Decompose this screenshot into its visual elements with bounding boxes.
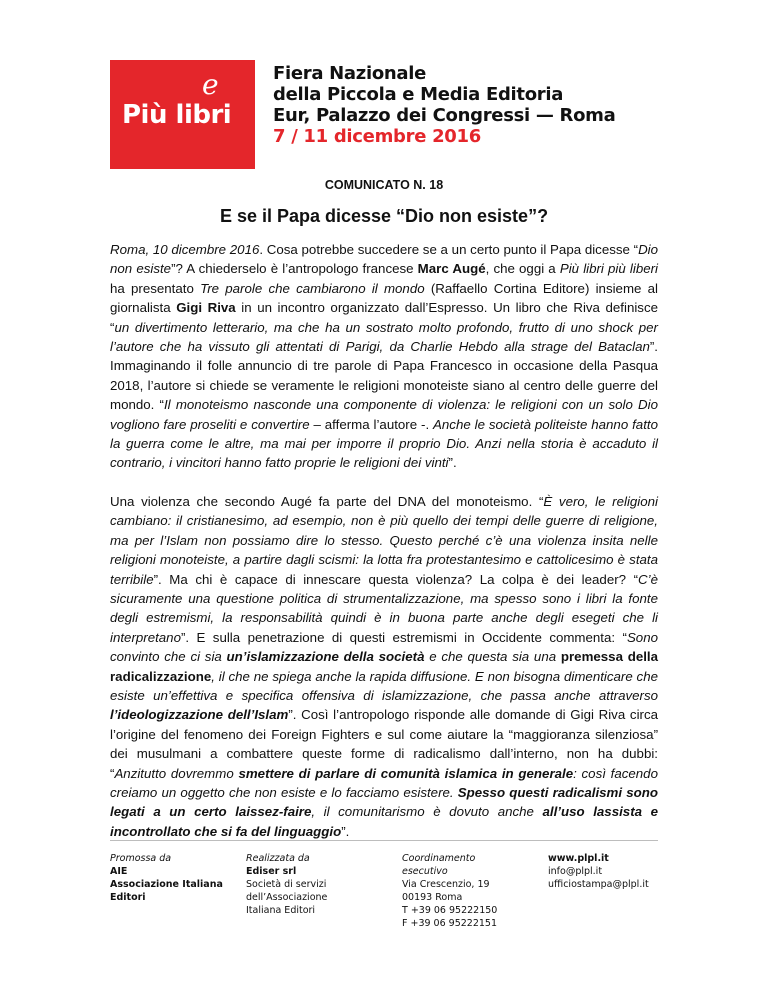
footer-address: Via Crescenzio, 19: [402, 879, 490, 890]
text: ha presentato: [110, 280, 201, 296]
footer-press-email-link[interactable]: ufficiostampa@plpl.it: [548, 879, 649, 890]
quote: , il comunitarismo è dovuto anche: [311, 804, 543, 820]
quote: Anche le società politeiste hanno fatto la guerra come le altre, ma mai per imporre il proprio Dio. Anzi nella storia è accaduto il contrario, i vincitori hanno fatto proprie le religioni dei vinti: [110, 416, 658, 471]
dateline: Roma, 10 dicembre 2016: [110, 242, 260, 257]
footer-line: dell’Associazione: [246, 892, 328, 903]
quote: È vero, le religioni cambiano: il cristianesimo, ad esempio, non è più quello dei tempi delle guerre di religione, ma per l’Islam non possiamo dire lo stesso. Questo perché c’è una violenza insita nelle religioni monoteiste, a partire dagli scismi: la lotta fra protestantesimo e cattolicesimo è stata terribile: [110, 493, 658, 587]
footer-label: esecutivo: [402, 866, 448, 877]
footer-promoter: [110, 852, 223, 904]
quote: e che questa sia una: [424, 649, 561, 665]
quote-emphasis: all’uso lassista e incontrollato che si fa del linguaggio: [110, 804, 658, 839]
quote-emphasis: smettere di parlare di comunità islamica in generale: [238, 765, 574, 781]
piu-libri-logo: [110, 60, 255, 169]
quote: Il monoteismo nasconde una componente di violenza: le religioni con un solo Dio vogliono fare proseliti e convertire: [110, 397, 658, 432]
logo-text: Più libri: [122, 100, 232, 130]
text: (Raffaello Cortina Editore) insieme al giornalista: [110, 280, 658, 316]
quote: C’è sicuramente una questione politica di strumentalizzazione, ma spesso sono i libri la fonte degli estremismi, la responsabilità quindi è in buona parte anche degli esegeti che li interpretano: [110, 571, 658, 645]
text: – afferma l’autore -.: [309, 416, 434, 432]
quote-emphasis: un’islamizzazione della società: [226, 649, 425, 665]
journalist-name: Gigi Riva: [176, 300, 236, 316]
fair-line-1: Fiera Nazionale: [273, 63, 427, 84]
quote-emphasis: Spesso questi radicalismi sono legati a un certo laissez-faire: [110, 784, 658, 820]
book-title: Tre parole che cambiarono il mondo: [200, 280, 425, 296]
footer-divider: [110, 840, 658, 841]
footer-label: Coordinamento: [402, 853, 476, 864]
footer-line: Società di servizi: [246, 879, 327, 890]
footer-fax: F +39 06 95222151: [402, 918, 498, 929]
text: Una violenza che secondo Augé fa parte del DNA del monoteismo. “: [110, 493, 544, 509]
quote: , il che ne spiega anche la rapida diffusione. E non bisogna dimenticare che esiste un’effettiva e specifica offensiva di islamizzazione, che passa anche attraverso: [110, 668, 658, 703]
text: ”. Così l’antropologo risponde alle domande di Gigi Riva circa l’origine del fenomeno dei Foreign Fighters e sul come aiutare la “maggioranza silenziosa” dei musulmani a combattere queste forme di radicalismo dall’interno, non ha dubbi: “: [110, 707, 658, 781]
footer-email-link[interactable]: info@plpl.it: [548, 866, 603, 877]
footer-coordination: [402, 852, 497, 930]
fair-line-2: della Piccola e Media Editoria: [273, 84, 564, 105]
quote: Dio non esiste: [110, 242, 659, 277]
footer-city: 00193 Roma: [402, 892, 463, 903]
event-name: Più libri più liberi: [559, 261, 658, 277]
footer-organizer: [246, 852, 327, 917]
footer-label: Realizzata da: [246, 853, 310, 864]
text: ”.: [448, 455, 457, 471]
quote-emphasis: l’ideologizzazione dell’Islam: [110, 707, 289, 723]
fair-header: [273, 63, 615, 147]
text: ”. Immaginando il folle annuncio di tre parole di Papa Francesco in occasione della Pasqua 2018, l’autore si chiede se veramente le religioni monoteiste siano al centro delle guerre del mondo. “: [110, 339, 658, 413]
author-name: Marc Augé: [417, 261, 486, 277]
quote-emphasis: premessa della radicalizzazione: [110, 649, 659, 684]
quote: Anzitutto dovremmo: [114, 765, 239, 781]
quote: Sono convinto che ci sia: [110, 629, 658, 665]
fair-dates: 7 / 11 dicembre 2016: [273, 126, 481, 147]
paragraph-1: [110, 240, 658, 473]
footer-phone: T +39 06 95222150: [402, 905, 498, 916]
article-body: [110, 240, 658, 841]
headline: E se il Papa dicesse “Dio non esiste”?: [219, 206, 549, 226]
quote: : così facendo creiamo un oggetto che non esiste e lo facciamo esistere.: [110, 765, 658, 800]
paragraph-2: [110, 492, 658, 841]
logo-e-mark: e: [202, 68, 219, 101]
footer-label: Promossa da: [110, 853, 172, 864]
footer-line: Associazione Italiana: [110, 879, 223, 890]
text: ”.: [341, 823, 350, 839]
text: ”. Ma chi è capace di innescare questa violenza? La colpa è dei leader? “: [153, 571, 639, 587]
text: in un incontro organizzato dall’Espresso. Un libro che Riva definisce “: [110, 300, 658, 335]
footer-website-link[interactable]: www.plpl.it: [548, 853, 609, 864]
text: , che oggi a: [485, 261, 560, 277]
text: ”. E sulla penetrazione di questi estremismi in Occidente commenta: “: [180, 629, 627, 645]
footer-line: Ediser srl: [246, 866, 297, 877]
footer-line: Italiana Editori: [246, 905, 316, 916]
fair-line-3: Eur, Palazzo dei Congressi — Roma: [273, 105, 616, 126]
footer-line: Editori: [110, 892, 146, 903]
footer-line: AIE: [110, 866, 128, 877]
text: . Cosa potrebbe succedere se a un certo punto il Papa dicesse “: [259, 242, 639, 257]
press-release-number: COMUNICATO N. 18: [324, 178, 444, 192]
footer-contacts: [548, 852, 649, 891]
quote: un divertimento letterario, ma che ha un sostrato molto profondo, frutto di uno shock per l’autore che ha vissuto gli attentati di Parigi, da Charlie Hebdo alla strage del Bataclan: [110, 319, 658, 355]
text: ”? A chiederselo è l’antropologo francese: [171, 261, 418, 277]
